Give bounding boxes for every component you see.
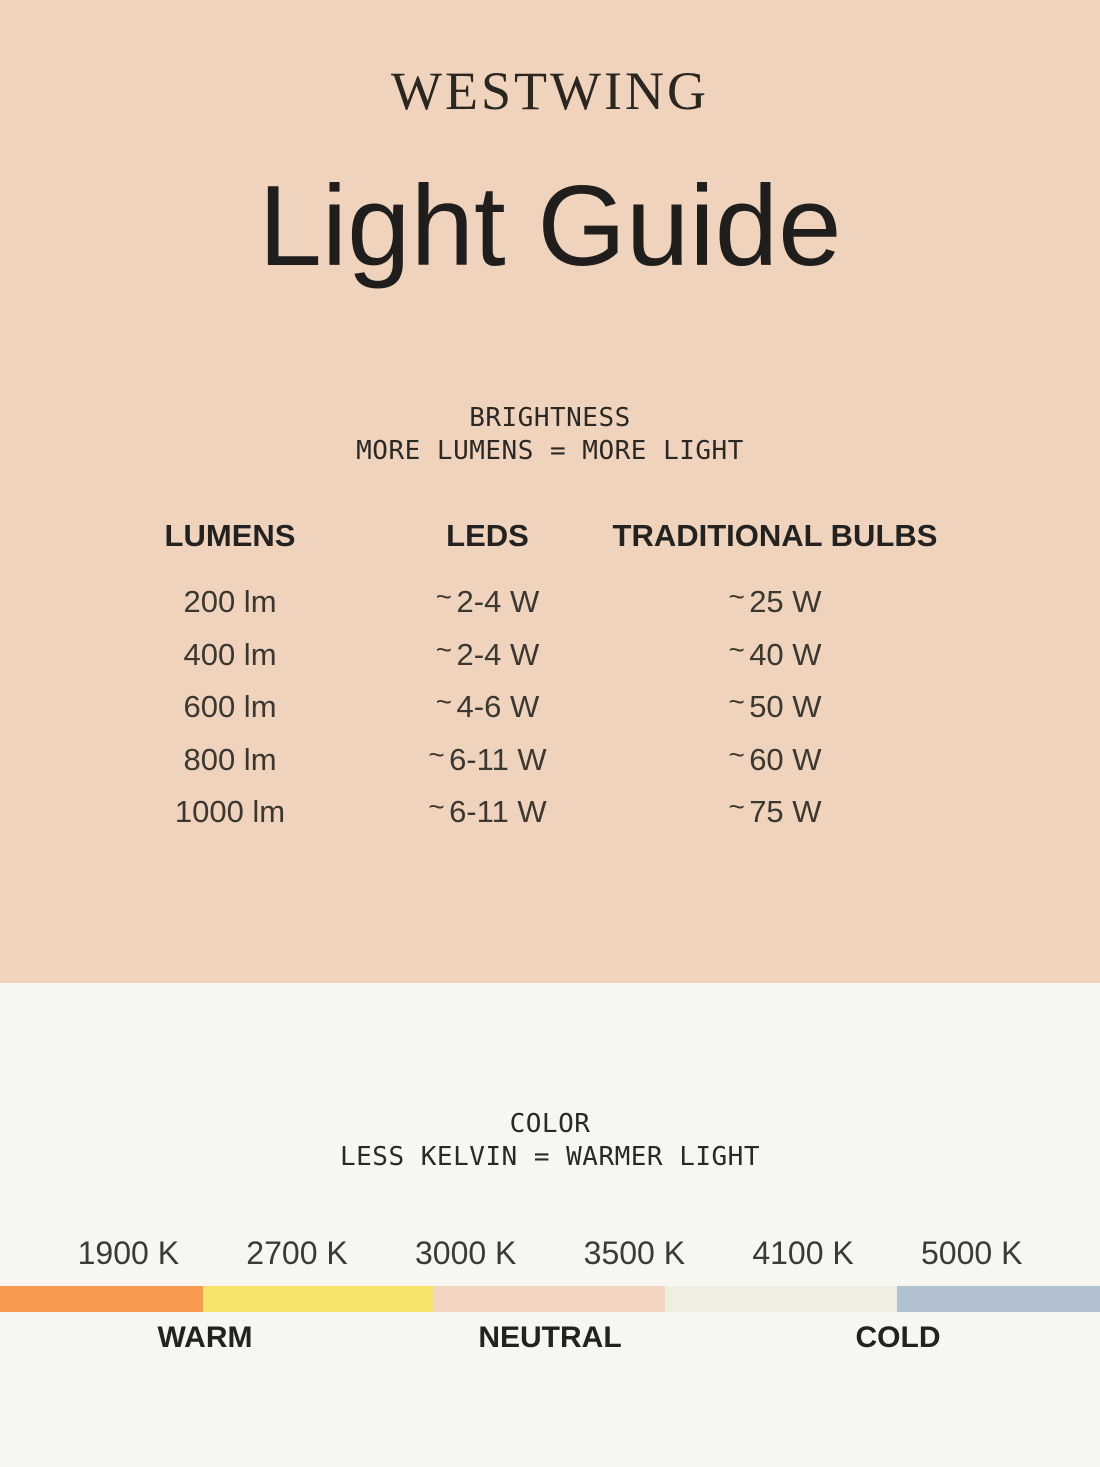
lumens-cell: 800 lm bbox=[183, 741, 277, 777]
lumens-cell: 1000 lm bbox=[174, 794, 286, 829]
cold-label: COLD bbox=[855, 1321, 941, 1354]
bulbs-cell bbox=[605, 576, 945, 629]
color-section bbox=[0, 983, 1100, 1467]
kelvin-label: 1900 K bbox=[77, 1235, 180, 1271]
approx-symbol: ~ bbox=[428, 738, 445, 770]
leds-value: 2-4 W bbox=[456, 584, 540, 619]
color-heading-line1: COLOR bbox=[509, 1109, 591, 1139]
leds-cell bbox=[370, 576, 605, 629]
kelvin-label: 3500 K bbox=[583, 1235, 686, 1271]
bulbs-cell bbox=[605, 681, 945, 734]
bulbs-cell bbox=[605, 629, 945, 682]
bulbs-value: 25 W bbox=[749, 584, 822, 619]
scale-segment-neutral-peach bbox=[433, 1286, 665, 1312]
leds-cell bbox=[370, 681, 605, 734]
leds-value: 4-6 W bbox=[456, 689, 540, 724]
leds-cell bbox=[370, 734, 605, 787]
lumens-cell: 600 lm bbox=[183, 689, 277, 724]
approx-symbol: ~ bbox=[728, 790, 745, 822]
kelvin-label: 5000 K bbox=[920, 1235, 1023, 1271]
color-heading bbox=[0, 1108, 1100, 1174]
scale-segment-warm-yellow bbox=[203, 1286, 433, 1312]
leds-cell bbox=[370, 629, 605, 682]
lumens-conversion-table bbox=[0, 516, 1100, 839]
scale-segment-warm-orange bbox=[0, 1286, 203, 1312]
warm-label: WARM bbox=[157, 1321, 253, 1354]
leds-value: 6-11 W bbox=[449, 794, 547, 829]
column-header-leds: LEDS bbox=[446, 518, 529, 553]
lumens-cell: 200 lm bbox=[183, 584, 277, 619]
approx-symbol: ~ bbox=[728, 580, 745, 612]
kelvin-label: 3000 K bbox=[414, 1235, 517, 1271]
column-header-lumens: LUMENS bbox=[164, 518, 296, 553]
kelvin-label: 4100 K bbox=[752, 1235, 854, 1271]
approx-symbol: ~ bbox=[428, 790, 445, 822]
bulbs-cell bbox=[605, 786, 945, 839]
brightness-heading-line2: MORE LUMENS = MORE LIGHT bbox=[356, 436, 744, 466]
bulbs-value: 75 W bbox=[749, 794, 822, 829]
approx-symbol: ~ bbox=[728, 633, 745, 665]
page-title: Light Guide bbox=[258, 163, 842, 290]
brightness-heading bbox=[0, 402, 1100, 468]
bulbs-cell bbox=[605, 734, 945, 787]
kelvin-label: 2700 K bbox=[246, 1235, 348, 1271]
scale-segment-cold-blue bbox=[897, 1286, 1100, 1312]
approx-symbol: ~ bbox=[728, 738, 745, 770]
westwing-logo: WESTWING bbox=[391, 61, 709, 121]
approx-symbol: ~ bbox=[728, 685, 745, 717]
approx-symbol: ~ bbox=[435, 685, 453, 717]
column-header-traditional-bulbs: TRADITIONAL BULBS bbox=[612, 518, 938, 553]
temperature-labels bbox=[0, 1321, 1100, 1365]
lumens-cell: 400 lm bbox=[183, 636, 277, 672]
leds-cell bbox=[370, 786, 605, 839]
bulbs-value: 60 W bbox=[749, 741, 822, 777]
scale-segment-neutral-cream bbox=[665, 1286, 897, 1312]
approx-symbol: ~ bbox=[435, 633, 453, 665]
bulbs-value: 40 W bbox=[749, 636, 822, 672]
bulbs-value: 50 W bbox=[749, 689, 822, 724]
brightness-heading-line1: BRIGHTNESS bbox=[469, 403, 631, 433]
approx-symbol: ~ bbox=[435, 580, 453, 612]
leds-value: 6-11 W bbox=[449, 741, 547, 777]
neutral-label: NEUTRAL bbox=[478, 1321, 622, 1354]
leds-value: 2-4 W bbox=[456, 636, 540, 672]
color-temperature-bar bbox=[0, 1286, 1100, 1312]
kelvin-scale-labels bbox=[0, 1235, 1100, 1272]
color-heading-line2: LESS KELVIN = WARMER LIGHT bbox=[340, 1142, 760, 1172]
